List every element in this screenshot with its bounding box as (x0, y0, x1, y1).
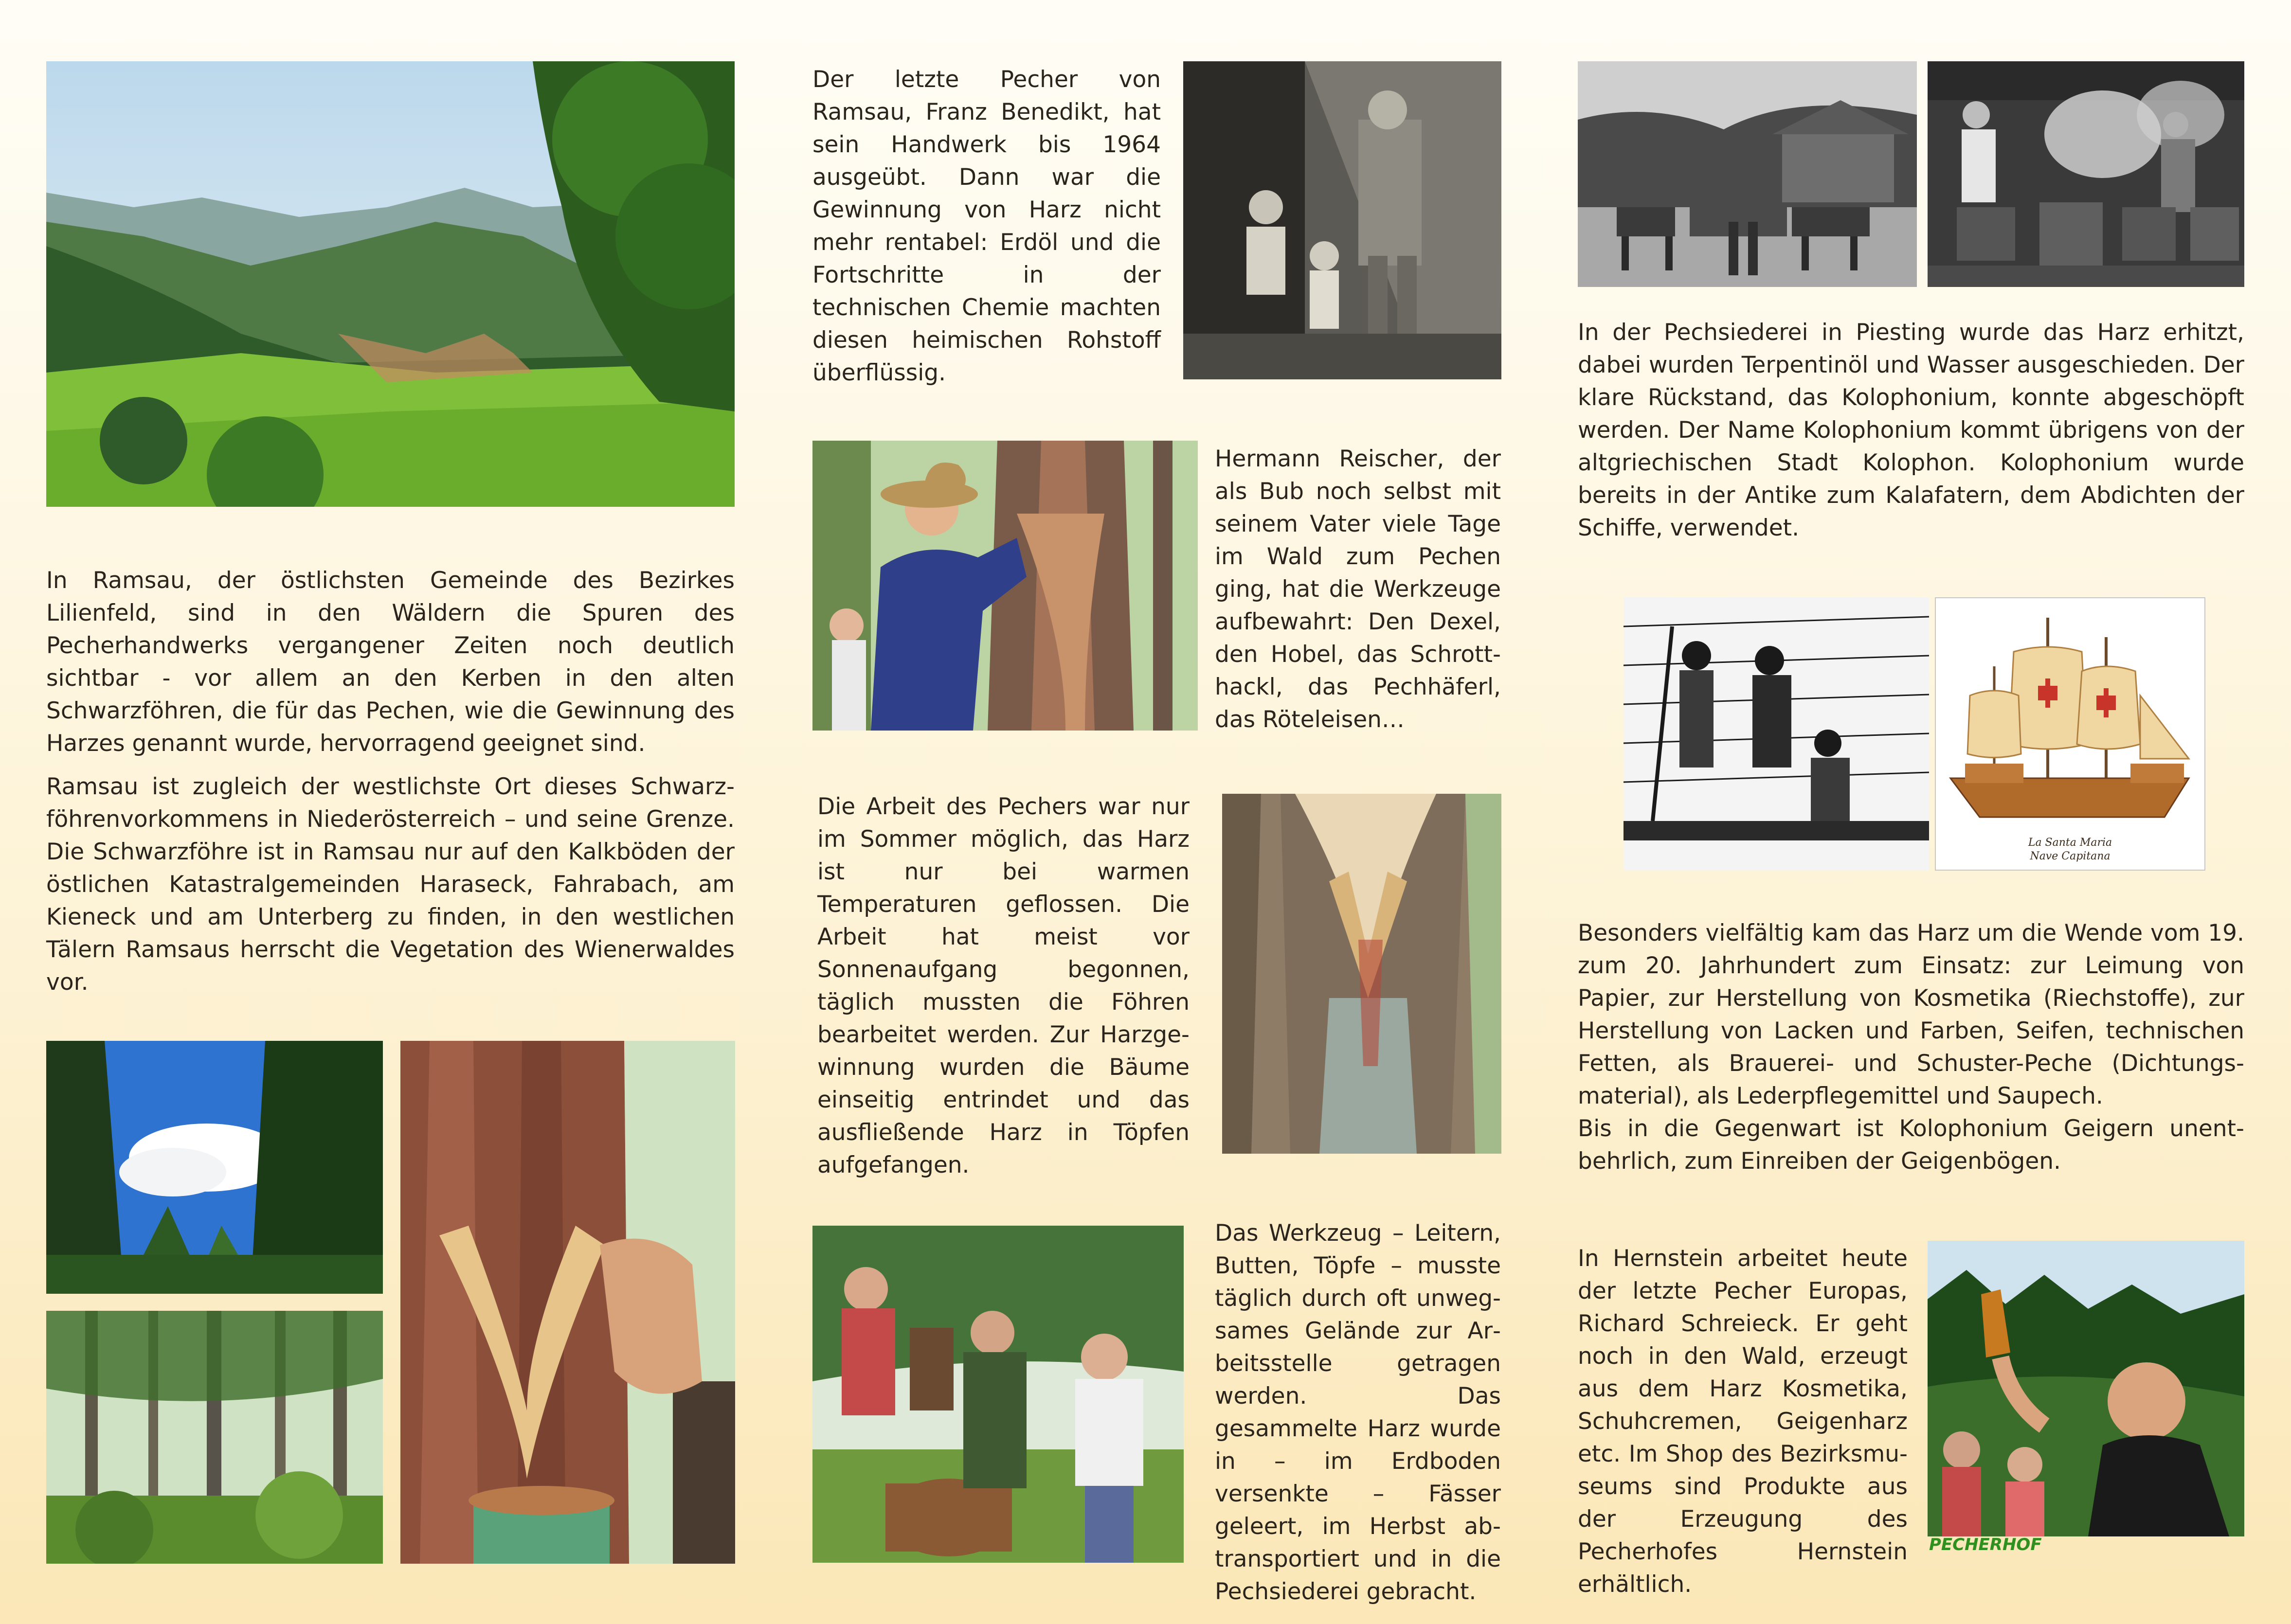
illustration-santa-maria-ship (1935, 597, 2205, 871)
tree-work-image (812, 441, 1198, 731)
intro-paragraph-1: In Ramsau, der östlichsten Gemeinde des Bezirkes Lilienfeld, sind in den Wäldern die Spuren des Pecherhandwerks vergangener Zeiten noch deutlich sichtbar - vor allem an den Kerben in den alten Schwarzföhren, die für das Pechen, wie die Gewinnung des Harzes genannt wurde, hervorragend geeignet sind. (46, 567, 735, 757)
tools-transport-text: Das Werkzeug – Leitern, Butten, Töpfe – musste täglich durch oft unwegsames Gelände zur Arbeitsstelle getragen werden. Das gesammelte Harz wurde in – im Erdboden versenkte – Fässer geleert, im Herbst abtransportiert und in die Pechsiederei gebracht. (1215, 1220, 1501, 1605)
pecherhof-logo-text: PECHERHOF (1929, 1535, 2042, 1554)
photo-hermann-tree-work (812, 441, 1198, 731)
photo-resin-cut-closeup (1222, 794, 1501, 1154)
valley-landscape-image (46, 61, 735, 507)
photo-richard-schreieck (1928, 1241, 2244, 1536)
barrel-demonstration-image (812, 1226, 1184, 1563)
photo-pechsiederei-historic (1928, 61, 2244, 287)
resin-uses-paragraph: Besonders vielfältig kam das Harz um die Wende vom 19. zum 20. Jahrhundert zum Einsatz: zur Leimung von Papier, zur Herstellung von Kosmetika (Riechstoffe), zur Herstellung von Lacken und Farben, Seifen, technischen Fetten, als Brauerei- und Schuster-Peche (Dichtungsmaterial), als Lederpflegemittel und Saupech. (1578, 920, 2244, 1109)
hernstein-pecher-text: In Hernstein arbeitet heute der letzte Pecher Europas, Richard Schreieck. Er geht noch in den Wald, erzeugt aus dem Harz Kosmetika, Schuhcremen, Geigenharz etc. Im Shop des Bezirksmuseums sind Produkte aus der Erzeugung des Pecherhofes Hernstein erhältlich. (1578, 1245, 1908, 1598)
photo-pine-forest (46, 1311, 383, 1564)
pechsiederei-text: In der Pechsiederei in Piesting wurde das Harz erhitzt, dabei wurden Terpentinöl und Wasser ausgeschieden. Der klare Rückstand, das Kolophonium, konnte abgeschöpft werden. Der Name Kolophonium kommt übrigens von der altgriechischen Stadt Kolophon. Kolophonium wurde bereits in der Antike zum Kalafatern, dem Abdichten der Schiffe, verwendet. (1578, 319, 2244, 541)
richard-schreieck-image (1928, 1241, 2244, 1536)
photo-forest-sky (46, 1041, 383, 1294)
violin-rosin-paragraph: Bis in die Gegenwart ist Kolophonium Geigern unentbehrlich, zum Einreiben der Geigenbögen. (1578, 1115, 2244, 1175)
resin-uses-text (1578, 917, 2244, 1178)
photo-horse-carts-historic (1578, 61, 1917, 287)
photo-barrel-demonstration (812, 1226, 1184, 1563)
forest-sky-image (46, 1041, 383, 1294)
caulking-workers-illustration (1624, 597, 1929, 871)
intro-paragraph-2: Ramsau ist zugleich der westlichste Ort dieses Schwarzföhrenvorkommens in Niederösterreich – und seine Grenze. Die Schwarzföhre ist in Ramsau nur auf den Kalkböden der östlichen Katastralgemeinden Haraseck, Fahrabach, am Kieneck und am Unterberg zu finden, in den westlichen Tälern Ramsaus herrscht die Vegetation des Wienerwaldes vor. (46, 773, 735, 996)
horse-carts-image (1578, 61, 1917, 287)
illustration-caulking-workers (1624, 597, 1929, 871)
resin-tree-closeup-image (400, 1041, 735, 1564)
ship-caption-type: Nave Capitana (2030, 850, 2111, 862)
photo-historic-pecher-family (1183, 61, 1501, 379)
last-pecher-ramsau-text: Der letzte Pecher von Ramsau, Franz Benedikt, hat sein Handwerk bis 1964 ausgeübt. Dann war die Gewinnung von Harz nicht mehr rentabel: Erdöl und die Fortschritte in der technischen Chemie machten diesen heimischen Rohstoff überflüssig. (812, 66, 1161, 386)
pecher-work-text: Die Arbeit des Pechers war nur im Sommer möglich, das Harz ist nur bei warmen Temperaturen geflossen. Die Arbeit hat meist vor Sonnenaufgang begonnen, täglich mussten die Föhren bearbeitet werden. Zur Harzgewinnung wurden die Bäume einseitig entrindet und das ausfließende Harz in Töpfen aufgefangen. (817, 793, 1190, 1178)
historic-family-image (1183, 61, 1501, 379)
intro-text (46, 564, 735, 1009)
ship-caption-name: La Santa Maria (2028, 837, 2112, 849)
resin-cut-closeup-image (1222, 794, 1501, 1154)
pechsiederei-image (1928, 61, 2244, 287)
pine-forest-image (46, 1311, 383, 1564)
ship-illustration (1936, 598, 2204, 841)
photo-resin-tree-closeup (400, 1041, 735, 1564)
hermann-reischer-text: Hermann Reischer, der als Bub noch selbst mit seinem Vater viele Tage im Wald zum Pechen ging, hat die Werkzeuge aufbewahrt: Den Dexel, den Hobel, das Schrotthackl, das Pechhäferl, das Röteleisen… (1215, 446, 1501, 733)
photo-ramsau-valley (46, 61, 735, 507)
